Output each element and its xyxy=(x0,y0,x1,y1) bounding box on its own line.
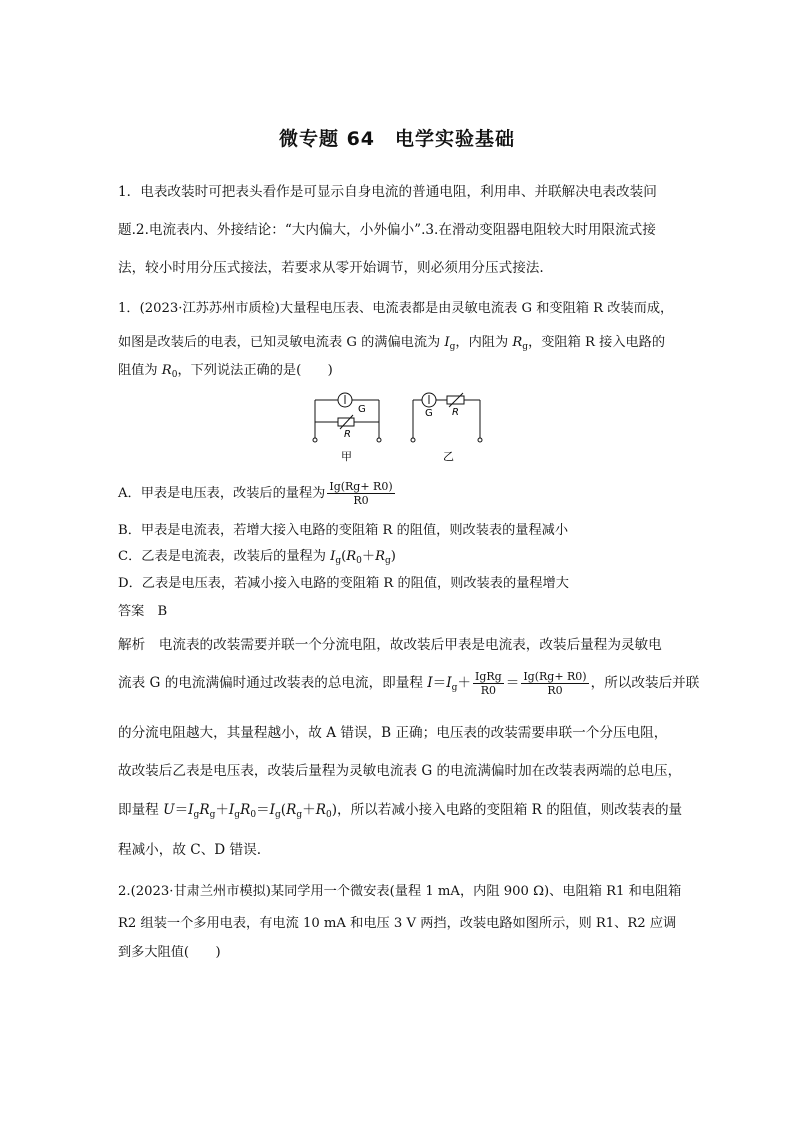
explain-line-1: 解析 电流表的改装需要并联一个分流电阻，故改装后甲表是电流表，改装后量程为灵敏电 xyxy=(118,637,662,653)
q2-line-1: 2.(2023·甘肃兰州市模拟)某同学用一个微安表(量程 1 mA，内阻 900 Ω)、电阻箱 R1 和电阻箱 xyxy=(118,884,682,899)
circuit-yi xyxy=(411,393,482,442)
jia-label: 甲 xyxy=(341,450,352,463)
explain-line-3: 的分流电阻越大，其量程越小，故 A 错误，B 正确；电压表的改装需要串联一个分压电阻， xyxy=(118,725,668,741)
jia-g-label: G xyxy=(358,404,366,415)
q1-option-b: B．甲表是电流表，若增大接入电路的变阻箱 R 的阻值，则改装表的量程减小 xyxy=(118,523,569,538)
q1-line-1: 1．(2023·江苏苏州市质检)大量程电压表、电流表都是由灵敏电流表 G 和变阻箱 R 改装而成， xyxy=(118,301,674,316)
intro-line-3: 法，较小时用分压式接法，若要求从零开始调节，则必须用分压式接法. xyxy=(118,260,544,276)
intro-line-1: 1．电表改装时可把表头看作是可显示自身电流的普通电阻，利用串、并联解决电表改装问 xyxy=(118,184,657,200)
q1-option-d: D．乙表是电压表，若减小接入电路的变阻箱 R 的阻值，则改装表的量程增大 xyxy=(118,576,569,591)
q1-line-2: 如图是改装后的电表，已知灵敏电流表 G 的满偏电流为 $I_g$，内阻为 $R_g$，变阻箱 R 接入电路的 xyxy=(118,335,666,352)
explain-line-4: 故改装后乙表是电压表，改装后量程为灵敏电流表 G 的电流满偏时加在改装表两端的总电压， xyxy=(118,763,682,779)
q1-option-c: C．乙表是电流表，改装后的量程为 $I_g(R_0+R_g)$ xyxy=(118,549,396,566)
q2-line-3: 到多大阻值( ) xyxy=(118,945,221,960)
intro-line-2: 题.2.电流表内、外接结论：“大内偏大，小外偏小”.3.在滑动变阻器电阻较大时用限流式接 xyxy=(118,222,656,238)
yi-g-label: G xyxy=(425,408,433,419)
q1-option-a: A．甲表是电压表，改装后的量程为 $\frac{Ig(Rg+ R0)}{R0}$ xyxy=(118,480,393,507)
q2-line-2: R2 组装一个多用电表，有电流 10 mA 和电压 3 V 两挡，改装电路如图所示，则 R1、R2 应调 xyxy=(118,916,677,931)
explain-line-6: 程减小，故 C、D 错误. xyxy=(118,842,262,858)
explain-line-5: 即量程 $U=I_gR_g+I_gR_0=I_g(R_g+R_0)$，所以若减小接入电路的变阻箱 R 的阻值，则改装表的量 xyxy=(118,802,683,820)
explain-line-2: 流表 G 的电流满偏时通过改装表的总电流，即量程 $I=I_g+$ $\frac{\text{IgRg}}{R0}$ ＝ $\frac{Ig(Rg+ R0)}{R0}$ ，所以改装后并联 xyxy=(118,670,700,697)
yi-label: 乙 xyxy=(443,450,454,463)
page-title: 微专题 64 电学实验基础 xyxy=(278,128,516,150)
yi-r-label: R xyxy=(452,407,459,418)
q1-answer: 答案 B xyxy=(118,604,168,619)
q1-line-3: 阻值为 $R_0$，下列说法正确的是( ) xyxy=(118,363,333,380)
circuit-figure xyxy=(300,385,500,465)
jia-r-label: R xyxy=(344,429,351,440)
